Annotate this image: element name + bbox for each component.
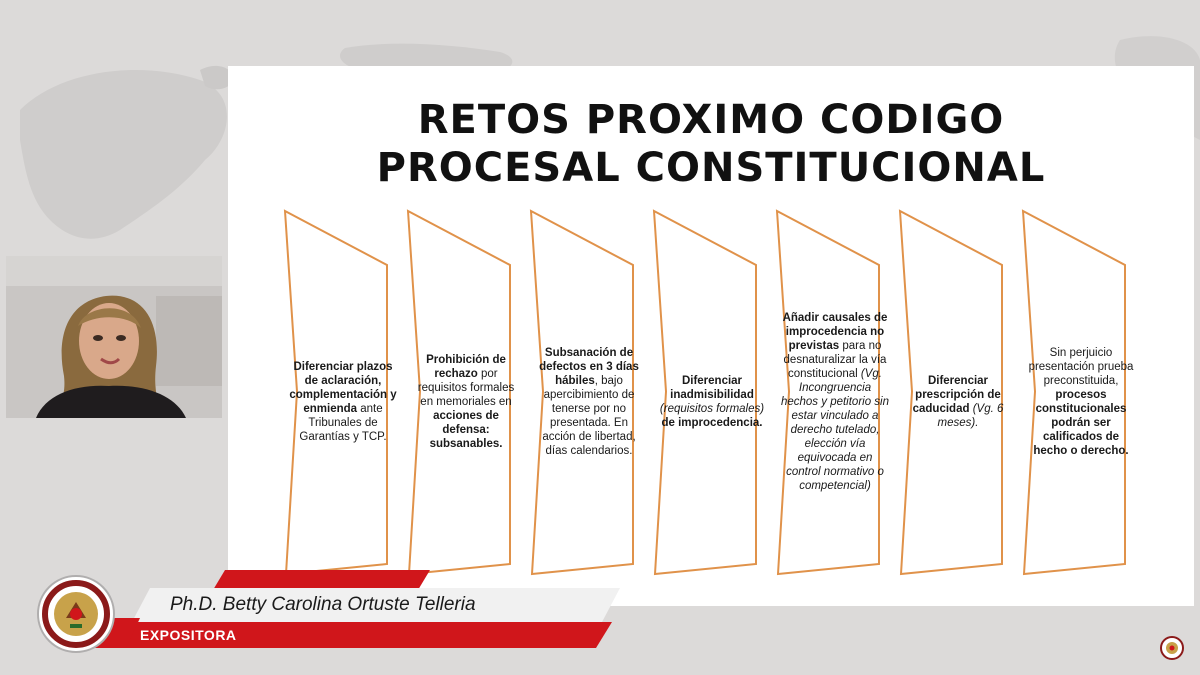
chevron-text [902, 374, 1014, 430]
chevron-text-segment: Diferenciar plazos de aclaración, complementación y enmienda [289, 361, 397, 415]
chevron-text-segment: Diferenciar prescripción de caducidad [912, 375, 1001, 415]
chevron-text-segment: Diferenciar inadmisibilidad [670, 375, 754, 401]
slide-title-line-1: RETOS PROXIMO CODIGO [417, 97, 1005, 143]
chevron-text-segment: Sin perjuicio presentación prueba preconstituida, [1028, 347, 1134, 387]
chevron-text-segment: ante Tribunales de Garantías y TCP. [299, 403, 387, 443]
chevron-text [779, 311, 891, 493]
chevron-text-segment: , bajo apercibimiento de tenerse por no presentada. En acción de libertad, días calendarios. [542, 375, 636, 457]
webcam-image [6, 256, 222, 418]
speaker-role: EXPOSITORA [140, 627, 237, 643]
chevron-text-segment: (Vg. Incongruencia hechos y petitorio sin estar vinculado a derecho tutelado, elección vía equivocada en control normativo o competencial) [780, 368, 890, 492]
chevron-process-diagram [228, 66, 1194, 606]
chevron-text-segment: Subsanación de defectos en 3 días hábiles [539, 347, 639, 387]
chevron-text-segment: (requisitos formales) [659, 403, 765, 415]
chevron-text [1025, 346, 1137, 458]
presentation-slide [228, 66, 1194, 606]
chevron-text-segment: acciones de defensa: subsanables. [429, 410, 503, 450]
chevron-text-segment: (Vg. 6 meses). [937, 403, 1004, 429]
chevron-text [656, 374, 768, 430]
speaker-webcam-feed [6, 256, 222, 418]
chevron-text [287, 360, 399, 444]
chevron-text-segment: de improcedencia. [661, 417, 763, 429]
chevron-text-segment: procesos constitucionales podrán ser calificados de hecho o derecho. [1033, 389, 1129, 457]
chevron-text-segment: Prohibición de rechazo [426, 354, 506, 380]
tcp-seal-icon [36, 574, 116, 654]
chevron-text-segment: por requisitos formales en memoriales en [417, 368, 515, 408]
chevron-text-segment: Añadir causales de improcedencia no previstas [782, 312, 888, 352]
slide-title-line-2: PROCESAL CONSTITUCIONAL [376, 145, 1046, 191]
chevron-text [533, 346, 645, 458]
chevron-text [410, 353, 522, 451]
speaker-name: Ph.D. Betty Carolina Ortuste Telleria [170, 594, 476, 615]
chevron-text-segment: para no desnaturalizar la vía constitucional [783, 340, 887, 380]
tcp-corner-logo-icon [1160, 636, 1184, 660]
